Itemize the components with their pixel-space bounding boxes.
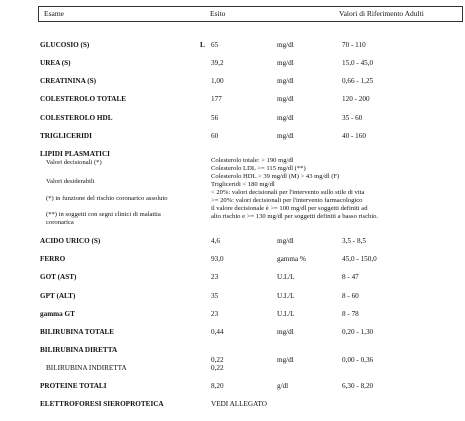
test-name: GOT (AST) bbox=[40, 273, 77, 281]
test-value: 4,6 bbox=[211, 237, 220, 245]
low-flag: L bbox=[200, 41, 205, 49]
test-value: 23 bbox=[211, 310, 219, 318]
lipid-range: >= 20%: valori decisionali per l'intervento farmacologico bbox=[211, 197, 363, 204]
test-subname: BILIRUBINA INDIRETTA bbox=[46, 364, 127, 372]
test-name: BILIRUBINA DIRETTA bbox=[40, 346, 118, 354]
test-reference: 45,0 - 150,0 bbox=[342, 255, 377, 263]
test-name: CREATININA (S) bbox=[40, 77, 96, 85]
test-reference: 3,5 - 8,5 bbox=[342, 237, 366, 245]
lipid-range: Colesterolo LDL >= 115 mg/dl (**) bbox=[211, 165, 306, 172]
lipid-range: il valore decisionale è >= 100 mg/dl per soggetti definiti ad bbox=[211, 205, 368, 212]
test-value: 23 bbox=[211, 273, 219, 281]
lipid-range: alto rischio e >= 130 mg/dl per soggetti definiti a basso rischio. bbox=[211, 213, 379, 220]
test-name: ELETTROFORESI SIEROPROTEICA bbox=[40, 400, 164, 408]
test-reference: 6,30 - 8,20 bbox=[342, 382, 374, 390]
lipid-title: LIPIDI PLASMATICI bbox=[40, 150, 110, 158]
test-reference: 8 - 47 bbox=[342, 273, 359, 281]
test-value: 56 bbox=[211, 114, 219, 122]
lipid-note: Valori decisionali (*) bbox=[46, 159, 102, 166]
header-result: Esito bbox=[210, 9, 226, 18]
test-name: ACIDO URICO (S) bbox=[40, 237, 101, 245]
test-value: 177 bbox=[211, 95, 222, 103]
test-unit: mg/dl bbox=[277, 41, 294, 49]
test-unit: mg/dl bbox=[277, 77, 294, 85]
test-unit: U.I./L bbox=[277, 273, 295, 281]
test-name: GPT (ALT) bbox=[40, 292, 76, 300]
test-value: 60 bbox=[211, 132, 219, 140]
header-exam: Esame bbox=[44, 9, 64, 18]
test-unit: mg/dl bbox=[277, 132, 294, 140]
table-header bbox=[38, 6, 463, 22]
test-reference: 120 - 200 bbox=[342, 95, 370, 103]
test-value: 39,2 bbox=[211, 59, 224, 67]
test-unit: U.I./L bbox=[277, 292, 295, 300]
test-name: GLUCOSIO (S) bbox=[40, 41, 90, 49]
test-unit: mg/dl bbox=[277, 356, 294, 364]
test-reference: 8 - 60 bbox=[342, 292, 359, 300]
test-name: UREA (S) bbox=[40, 59, 71, 67]
test-unit: g/dl bbox=[277, 382, 289, 390]
header-reference: Valori di Riferimento Adulti bbox=[339, 9, 424, 18]
test-value: 35 bbox=[211, 292, 219, 300]
test-unit: mg/dl bbox=[277, 237, 294, 245]
lipid-range: Colesterolo totale: > 190 mg/dl bbox=[211, 157, 294, 164]
lipid-note: Valori desiderabili bbox=[46, 178, 95, 185]
test-reference: 40 - 160 bbox=[342, 132, 366, 140]
test-name: COLESTEROLO HDL bbox=[40, 114, 113, 122]
test-value: VEDI ALLEGATO bbox=[211, 400, 267, 408]
lipid-note: (*) in funzione del rischio coronarico assoluto bbox=[46, 195, 168, 202]
test-name: TRIGLICERIDI bbox=[40, 132, 92, 140]
test-reference: 8 - 78 bbox=[342, 310, 359, 318]
test-value: 0,22 bbox=[211, 364, 224, 372]
lipid-note: coronarica bbox=[46, 219, 74, 226]
test-name: COLESTEROLO TOTALE bbox=[40, 95, 127, 103]
test-value: 1,00 bbox=[211, 77, 224, 85]
test-unit: mg/dl bbox=[277, 114, 294, 122]
test-name: PROTEINE TOTALI bbox=[40, 382, 107, 390]
test-name: FERRO bbox=[40, 255, 66, 263]
test-unit: mg/dl bbox=[277, 59, 294, 67]
lipid-range: Colesterolo HDL > 39 mg/dl (M) > 43 mg/dl (F) bbox=[211, 173, 340, 180]
test-value: 8,20 bbox=[211, 382, 224, 390]
test-value: 65 bbox=[211, 41, 219, 49]
test-unit: mg/dl bbox=[277, 328, 294, 336]
test-name: gamma GT bbox=[40, 310, 75, 318]
test-unit: U.I./L bbox=[277, 310, 295, 318]
test-unit: mg/dl bbox=[277, 95, 294, 103]
lipid-range: < 20%: valori decisionali per l'intervento sullo stile di vita bbox=[211, 189, 365, 196]
lipid-range: Trigliceridi < 180 mg/dl bbox=[211, 181, 275, 188]
test-reference: 0,00 - 0,36 bbox=[342, 356, 374, 364]
test-reference: 15,0 - 45,0 bbox=[342, 59, 374, 67]
test-value: 0,22 bbox=[211, 356, 224, 364]
lipid-note: (**) in soggetti con segni clinici di malattia bbox=[46, 211, 161, 218]
test-reference: 35 - 60 bbox=[342, 114, 363, 122]
test-unit: gamma % bbox=[277, 255, 306, 263]
test-name: BILIRUBINA TOTALE bbox=[40, 328, 115, 336]
test-reference: 0,66 - 1,25 bbox=[342, 77, 374, 85]
test-value: 93,0 bbox=[211, 255, 224, 263]
test-value: 0,44 bbox=[211, 328, 224, 336]
test-reference: 70 - 110 bbox=[342, 41, 366, 49]
test-reference: 0,20 - 1,30 bbox=[342, 328, 374, 336]
lipid-reference-block bbox=[40, 150, 460, 258]
